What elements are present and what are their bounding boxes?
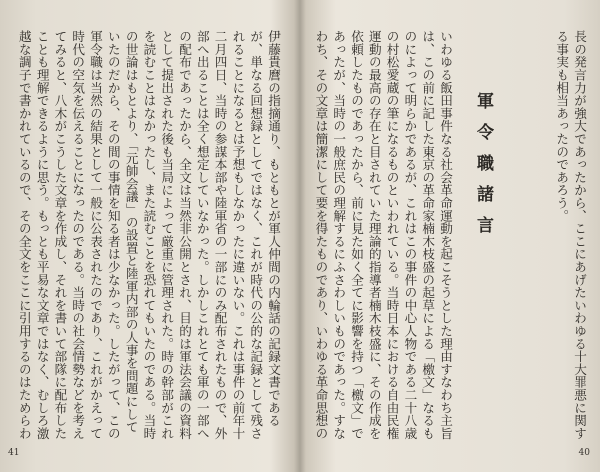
right-page-body-text: いわゆる飯田事件なる社会革命運動を起こそうとした理由すなわち主旨は、この前に記した東京の革命家楠木枝盛の起草による「檄文」なるものによって明らかであるが、これはこの事件の中心人物である二十八歳の村松愛蔵の筆になるものといわれている。当時日本における自由民権運動の最高の存在と目されていた理論的指導者楠木枝盛に、その作成を依頼したものであったから、前に見た如く全てに影響を持つ「檄文」であったが、当時の一般庶民の理解するにふさわしいものであった。すなわち、その文章は簡潔にして要を得たものであり、いわゆる革命思想の (313, 30, 453, 440)
left-page-body-text: 伊藤貴麿の指摘通り、もともとが軍人仲間の内輪話の記録文書であるが、単なる回想録としてではなく、これが時代の公的な記録として残されることになるとは予想もしなかったに違いない。これは事件の前年十二月四日、当時の参謀本部や陸軍省の一部にのみ配布されたもので、外部へ出ることは全く想定していなかった。しかしこれとても軍の一部への配布であったから、全文は当然非公開とされ、目的は軍法会議の資料として提出された後も当局によって厳重に管理された。時の幹部がこれを読むことはなかったし、また読むことを恐れてもいたのである。当時の世論はもとより、「元帥会議」の設置と陸軍内部の人事を問題にしていたのだから、その間の事情を知る者は少なかった。したがって、この軍令職は当然の結果として一般に公表されたのであり、これがかえって時代の空気を伝えることになったのである。当時の社会情勢などを考えてみると、八木がこうした文章を作成し、それを書いて部隊に配布したことも理解できるように思う。もっとも平易な文章ではなく、むしろ激越な調子で書かれているので、その全文をここに引用するのはためらわ (16, 30, 281, 440)
left-page-number: 41 (8, 448, 20, 458)
right-page-intro-text: 長の発言力が強大であったから、ここにあげたいわゆる十大罪悪に関する事実も相当あったのであろう。 (554, 30, 587, 440)
right-page (304, 0, 600, 472)
left-page (0, 0, 296, 472)
section-heading: 軍令職諸言 (473, 92, 493, 247)
right-page-number: 40 (578, 448, 590, 458)
